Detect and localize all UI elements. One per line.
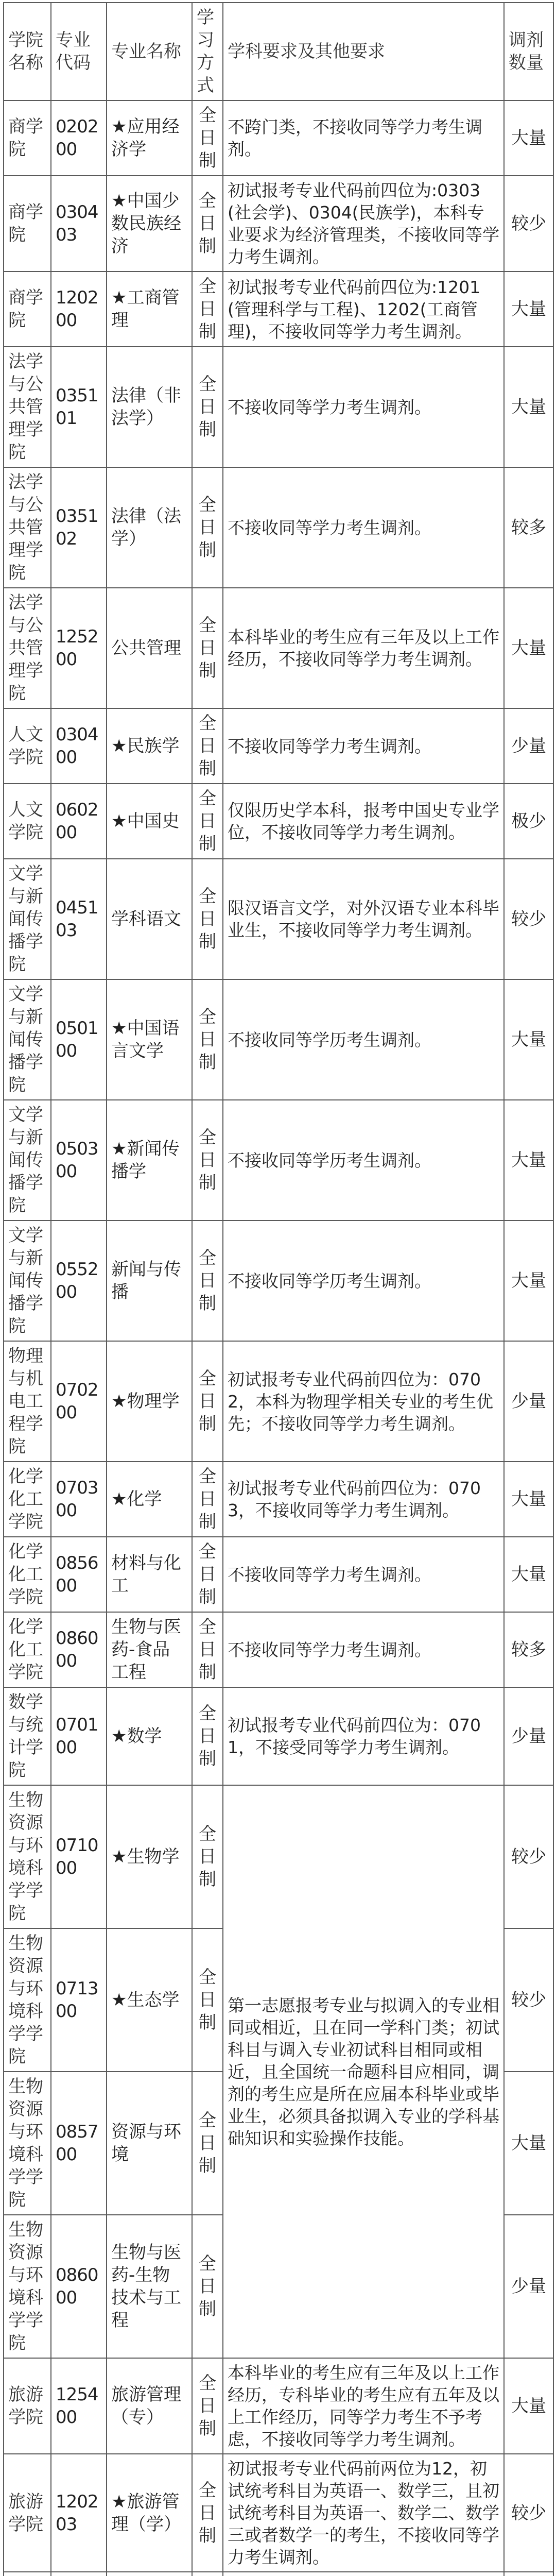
table-row	[4, 1687, 553, 1785]
cell-major: ★中国语言文学	[107, 979, 192, 1100]
cell-requirements: 不接收同等学力考生调剂。	[223, 708, 504, 784]
cell-major: 学科语文	[107, 859, 192, 979]
cell-quantity: 大量	[504, 588, 553, 708]
cell-college: 生物资源与环境科学学院	[4, 1785, 51, 1928]
cell-college: 商学院	[4, 272, 51, 347]
cell-quantity: 少量	[504, 2215, 553, 2358]
cell-code: 125200	[51, 588, 107, 708]
cell-requirements: 初试报考专业代码前四位为：0702，本科为物理学相关专业的考生优先；不接收同等学力考生调剂。	[223, 1341, 504, 1462]
cell-mode: 全日制	[192, 859, 223, 979]
cell-code: 071000	[51, 1785, 107, 1928]
adjustment-table-container	[3, 2, 553, 2576]
cell-quantity: 大量	[504, 2358, 553, 2454]
cell-quantity: 大量	[504, 100, 553, 176]
cell-college: 化学化工学院	[4, 1537, 51, 1612]
cell-quantity: 大量	[504, 1221, 553, 1341]
table-row	[4, 272, 553, 347]
cell-major: ★民族学	[107, 708, 192, 784]
cell-major: ★新闻传播学	[107, 1100, 192, 1221]
cell-college: 旅游学院	[4, 2454, 51, 2572]
header-requirements: 学科要求及其他要求	[223, 3, 504, 100]
table-row	[4, 1341, 553, 1462]
table-header-row	[4, 3, 553, 100]
cell-mode: 全日制	[192, 1537, 223, 1612]
cell-quantity	[504, 2572, 553, 2576]
cell-quantity: 较少	[504, 176, 553, 272]
cell-requirements: 不跨门类，不接收同等学力考生调剂。	[223, 100, 504, 176]
cell-code: 071300	[51, 1928, 107, 2072]
cell-mode: 全日制	[192, 100, 223, 176]
cell-requirements: 不接收同等学力考生调剂。	[223, 347, 504, 467]
cell-mode: 全日制	[192, 1687, 223, 1785]
table-row	[4, 1612, 553, 1687]
cell-code: 070100	[51, 1687, 107, 1785]
cell-requirements: 初试报考专业代码前四位为:1201(管理科学与工程)、1202(工商管理)，不接收同等学力考生调剂。	[223, 272, 504, 347]
table-row	[4, 347, 553, 467]
cell-quantity: 大量	[504, 2072, 553, 2215]
cell-major: 生物与医药-生物技术与工程	[107, 2215, 192, 2358]
cell-code: 055200	[51, 1221, 107, 1341]
cell-major: ★工商管理	[107, 272, 192, 347]
cell-college: 物理与机电工程学院	[4, 1341, 51, 1462]
cell-quantity: 较少	[504, 859, 553, 979]
cell-major: ★旅游管理（学）	[107, 2454, 192, 2572]
cell-code: 045103	[51, 859, 107, 979]
cell-requirements: 不接收同等学历考生调剂。	[223, 1221, 504, 1341]
cell-college: 人文学院	[4, 708, 51, 784]
cell-requirements: 限汉语言文学，对外汉语专业本科毕业生，不接收同等学力考生调剂。	[223, 859, 504, 979]
cell-mode: 全日制	[192, 272, 223, 347]
cell-quantity: 少量	[504, 1687, 553, 1785]
cell-quantity: 较多	[504, 467, 553, 588]
cell-requirements: 不接收同等学力考生调剂。	[223, 467, 504, 588]
cell-mode: 全日制	[192, 2215, 223, 2358]
cell-mode: 全日制	[192, 588, 223, 708]
table-row	[4, 708, 553, 784]
cell-college: 法学与公共管理学院	[4, 467, 51, 588]
cell-requirements: 本科毕业的考生应有三年及以上工作经历，专科毕业的考生应有五年及以上工作经历，同等学力考生不予考虑，不接收同等学力考生调剂。	[223, 2358, 504, 2454]
cell-requirements: 第一志愿报考专业与拟调入的专业相同或相近，且在同一学科门类；初试科目与调入专业初试科目相同或相近，且全国统一命题科目应相同，调剂的考生应是所在应届本科毕业或毕业生，必须具备拟调入专业的学科基础知识和实验操作技能。	[223, 1785, 504, 2358]
cell-major: 生物与医药-食品工程	[107, 1612, 192, 1687]
cell-college: 化学化工学院	[4, 1462, 51, 1537]
table-row	[4, 1100, 553, 1221]
cell-requirements: 初试报考专业代码前四位为:0303(社会学)、0304(民族学)，本科专业要求为经济管理类，不接收同等学力考生调剂。	[223, 176, 504, 272]
header-major: 专业名称	[107, 3, 192, 100]
cell-code: 050100	[51, 979, 107, 1100]
cell-requirements: 初试报考专业代码前四位为：0701，不接受同等学力考生调剂。	[223, 1687, 504, 1785]
cell-code: 086000	[51, 1612, 107, 1687]
table-row	[4, 588, 553, 708]
cell-major: 材料与化工	[107, 1537, 192, 1612]
cell-college: 文学与新闻传播学院	[4, 1221, 51, 1341]
cell-college: 商学院	[4, 100, 51, 176]
cell-mode: 全日制	[192, 1612, 223, 1687]
cell-college: 法学与公共管理学院	[4, 588, 51, 708]
cell-mode: 全日制	[192, 467, 223, 588]
cell-mode: 全日制	[192, 1221, 223, 1341]
cell-code: 086000	[51, 2215, 107, 2358]
table-row	[4, 467, 553, 588]
cell-mode: 全日制	[192, 2072, 223, 2215]
cell-requirements: 初试报考专业代码前四位为：0703，不接收同等学力考生调剂。	[223, 1462, 504, 1537]
table-row	[4, 100, 553, 176]
cell-requirements: 不接收同等学历考生调剂。	[223, 1100, 504, 1221]
cell-major: 公共管理	[107, 588, 192, 708]
cell-college: 文学与新闻传播学院	[4, 859, 51, 979]
cell-code: 030403	[51, 176, 107, 272]
cell-quantity: 大量	[504, 272, 553, 347]
table-body	[4, 100, 553, 2576]
adjustment-table	[3, 2, 554, 2576]
cell-college: 生物资源与环境科学学院	[4, 2072, 51, 2215]
cell-requirements: 不接收同等学历考生调剂。	[223, 979, 504, 1100]
table-row	[4, 784, 553, 859]
cell-major: 新闻与传播	[107, 1221, 192, 1341]
cell-college: 法学与公共管理学院	[4, 347, 51, 467]
cell-mode: 全日制	[192, 979, 223, 1100]
cell-mode: 全日制	[192, 708, 223, 784]
cell-requirements: 本科毕业的考生应有三年及以上工作经历，不接收同等学力考生调剂。	[223, 588, 504, 708]
cell-major: ★生物学	[107, 1785, 192, 1928]
cell-mode: 全日制	[192, 1785, 223, 1928]
cell-major: ★生态学	[107, 1928, 192, 2072]
cell-code: 030400	[51, 708, 107, 784]
cell-major: ★数学	[107, 1687, 192, 1785]
cell-mode: 全日制	[192, 1928, 223, 2072]
table-row	[4, 859, 553, 979]
cell-code: 070200	[51, 1341, 107, 1462]
cell-quantity: 大量	[504, 1462, 553, 1537]
table-row	[4, 2358, 553, 2454]
cell-mode: 全日制	[192, 1100, 223, 1221]
header-mode: 学习方式	[192, 3, 223, 100]
cell-major: ★化学	[107, 1462, 192, 1537]
cell-college: 文学与新闻传播学院	[4, 1100, 51, 1221]
cell-mode: 全日制	[192, 784, 223, 859]
cell-college: 数学与统计学院	[4, 1687, 51, 1785]
cell-requirements: 仅限历史学本科，报考中国史专业学位，不接收同等学力考生调剂。	[223, 784, 504, 859]
cell-quantity: 少量	[504, 1341, 553, 1462]
cell-code: 120200	[51, 272, 107, 347]
cell-requirements	[223, 2572, 504, 2576]
table-row	[4, 2572, 553, 2576]
cell-quantity: 大量	[504, 979, 553, 1100]
cell-quantity: 大量	[504, 347, 553, 467]
table-row	[4, 979, 553, 1100]
cell-mode	[192, 2572, 223, 2576]
cell-college: 文学与新闻传播学院	[4, 979, 51, 1100]
header-college: 学院名称	[4, 3, 51, 100]
cell-quantity: 大量	[504, 1100, 553, 1221]
header-quantity: 调剂数量	[504, 3, 553, 100]
cell-code: 070300	[51, 1462, 107, 1537]
cell-quantity: 较少	[504, 2454, 553, 2572]
cell-mode: 全日制	[192, 347, 223, 467]
cell-major: 资源与环境	[107, 2072, 192, 2215]
cell-quantity: 较少	[504, 1785, 553, 1928]
cell-code: 120203	[51, 2454, 107, 2572]
cell-code: 035101	[51, 347, 107, 467]
cell-major: ★物理学	[107, 1341, 192, 1462]
cell-code: 085600	[51, 1537, 107, 1612]
header-code: 专业代码	[51, 3, 107, 100]
cell-college: 旅游学院	[4, 2358, 51, 2454]
cell-major: 法律（非法学）	[107, 347, 192, 467]
cell-mode: 全日制	[192, 1462, 223, 1537]
table-row	[4, 1462, 553, 1537]
table-row	[4, 1537, 553, 1612]
cell-college	[4, 2572, 51, 2576]
cell-major: ★中国史	[107, 784, 192, 859]
cell-code	[51, 2572, 107, 2576]
cell-major: 法律（法学）	[107, 467, 192, 588]
cell-college: 生物资源与环境科学学院	[4, 1928, 51, 2072]
table-row	[4, 176, 553, 272]
cell-requirements: 不接收同等学力考生调剂。	[223, 1612, 504, 1687]
cell-quantity: 大量	[504, 1537, 553, 1612]
cell-code: 050300	[51, 1100, 107, 1221]
cell-quantity: 较少	[504, 1928, 553, 2072]
table-row	[4, 2454, 553, 2572]
cell-major: ★中国少数民族经济	[107, 176, 192, 272]
cell-mode: 全日制	[192, 176, 223, 272]
cell-code: 125400	[51, 2358, 107, 2454]
cell-college: 生物资源与环境科学学院	[4, 2215, 51, 2358]
cell-code: 035102	[51, 467, 107, 588]
cell-mode: 全日制	[192, 2358, 223, 2454]
cell-college: 化学化工学院	[4, 1612, 51, 1687]
cell-college: 商学院	[4, 176, 51, 272]
cell-quantity: 极少	[504, 784, 553, 859]
cell-requirements: 初试报考专业代码前两位为12，初试统考科目为英语一、数学三，且初试统考科目为英语一、数学二、数学三或者数学一的考生，不接收同等学力考生调剂。	[223, 2454, 504, 2572]
cell-major: ★应用经济学	[107, 100, 192, 176]
cell-mode: 全日制	[192, 2454, 223, 2572]
table-row	[4, 1785, 553, 1928]
cell-mode: 全日制	[192, 1341, 223, 1462]
table-row	[4, 1221, 553, 1341]
cell-code: 060200	[51, 784, 107, 859]
cell-code: 085700	[51, 2072, 107, 2215]
cell-major: 旅游管理（专）	[107, 2358, 192, 2454]
cell-quantity: 少量	[504, 708, 553, 784]
cell-requirements: 不接收同等学力考生调剂。	[223, 1537, 504, 1612]
cell-code: 020200	[51, 100, 107, 176]
cell-quantity: 较多	[504, 1612, 553, 1687]
cell-major	[107, 2572, 192, 2576]
cell-college: 人文学院	[4, 784, 51, 859]
